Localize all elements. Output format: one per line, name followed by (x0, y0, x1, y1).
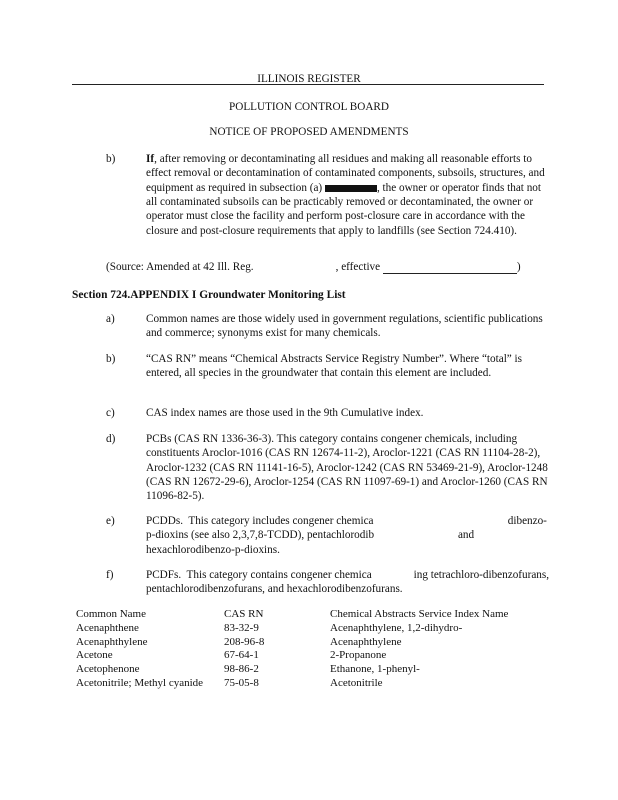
table-cell: Acetonitrile; Methyl cyanide (76, 676, 204, 689)
table-cell: 208-96-8 (224, 635, 265, 648)
table-cell: Acetone (76, 649, 113, 662)
notice-title: NOTICE OF PROPOSED AMENDMENTS (209, 126, 409, 138)
note-label: e) (106, 515, 115, 527)
table-cell: Acenaphthene (76, 621, 139, 634)
note-label: b) (106, 353, 116, 365)
note-text: PCBs (CAS RN 1336-36-3). This category contains congener chemicals, including constituents Aroclor-1016 (CAS RN 12674-11-2), Aroclor-1221 (CAS RN 11104-28-2), Aroclor-1232 (CAS RN 11141-16-5), Aroclor-1242 (CAS RN 53469-21-9), Aroclor-1248 (CAS RN 12672-29-6), Aroclor-1254 (CAS RN 11097-69-1) and Aroclor-1260 (CAS RN 11096-82-5). (146, 433, 548, 503)
table-row (76, 663, 550, 677)
note-text: CAS index names are those used in the 9th Cumulative index. (146, 407, 424, 419)
table-cell: Acetonitrile (330, 676, 383, 689)
table-row (76, 677, 550, 691)
table-cell: Acenaphthylene (76, 635, 148, 648)
paragraph-text-part1: , after removing or decontaminating all residues and making all reasonable efforts to effect removal or decontamination of contaminated components, subsoils, structures, and equipment as required in subsection (a) (146, 153, 545, 194)
paragraph-text (146, 152, 550, 238)
redaction-mark (325, 185, 377, 192)
table-cell: 98-86-2 (224, 663, 259, 675)
note-text: PCDFs. This category contains congener chemica ing tetrachloro-dibenzofurans, pentachlorodibenzofurans, and hexachlorodibenzofurans. (146, 569, 552, 596)
source-text-2: , effective (335, 261, 381, 273)
note-label: d) (106, 433, 116, 445)
effective-blank (383, 262, 517, 274)
table-cell: Ethanone, 1-phenyl- (330, 663, 420, 675)
source-note (106, 260, 521, 274)
column-header: Chemical Abstracts Service Index Name (330, 608, 509, 620)
column-header: Common Name (76, 608, 146, 620)
table-row (76, 622, 550, 636)
note-label: c) (106, 407, 115, 419)
note-text: “CAS RN” means “Chemical Abstracts Service Registry Number”. Where “total” is entered, all species in the groundwater that contain this element are included. (146, 353, 523, 380)
table-cell: 67-64-1 (224, 649, 259, 662)
table-cell: Acetophenone (76, 663, 140, 675)
paragraph-text-part2: , the owner or operator finds that not all contaminated subsoils can be practicably removed or decontaminated, the owner or operator must close the facility and perform post-closure care in accordance with the closure and post-closure requirements that apply to landfills (see Section 724.410). (146, 181, 541, 237)
note-text: Common names are those widely used in government regulations, scientific publications and commerce; synonyms exist for many chemicals. (146, 313, 543, 340)
source-text-3: ) (516, 261, 521, 273)
paragraph-label: b) (106, 153, 116, 165)
table-cell: Acenaphthylene (330, 635, 402, 648)
note-label: f) (106, 569, 114, 581)
header-rule (72, 84, 544, 85)
source-text-1: (Source: Amended at 42 Ill. Reg. (106, 261, 254, 273)
groundwater-table (76, 608, 550, 691)
note-text: PCDDs. This category includes congener chemica dibenzo-p-dioxins (see also 2,3,7,8-TCDD), pentachlorodib and hexachlorodibenzo-p-dioxins. (146, 515, 547, 556)
board-name: POLLUTION CONTROL BOARD (229, 101, 389, 113)
paragraph-lead: If (146, 153, 155, 165)
table-row (76, 636, 550, 650)
table-header-row (76, 608, 550, 622)
table-cell: 2-Propanone (330, 649, 387, 662)
table-cell: 75-05-8 (224, 676, 259, 689)
table-row (76, 649, 550, 663)
table-cell: 83-32-9 (224, 621, 259, 634)
column-header: CAS RN (224, 608, 264, 620)
table-cell: Acenaphthylene, 1,2-dihydro- (330, 621, 463, 634)
section-heading: Section 724.APPENDIX I Groundwater Monitoring List (72, 289, 346, 301)
note-label: a) (106, 313, 115, 325)
register-title: ILLINOIS REGISTER (257, 73, 361, 85)
